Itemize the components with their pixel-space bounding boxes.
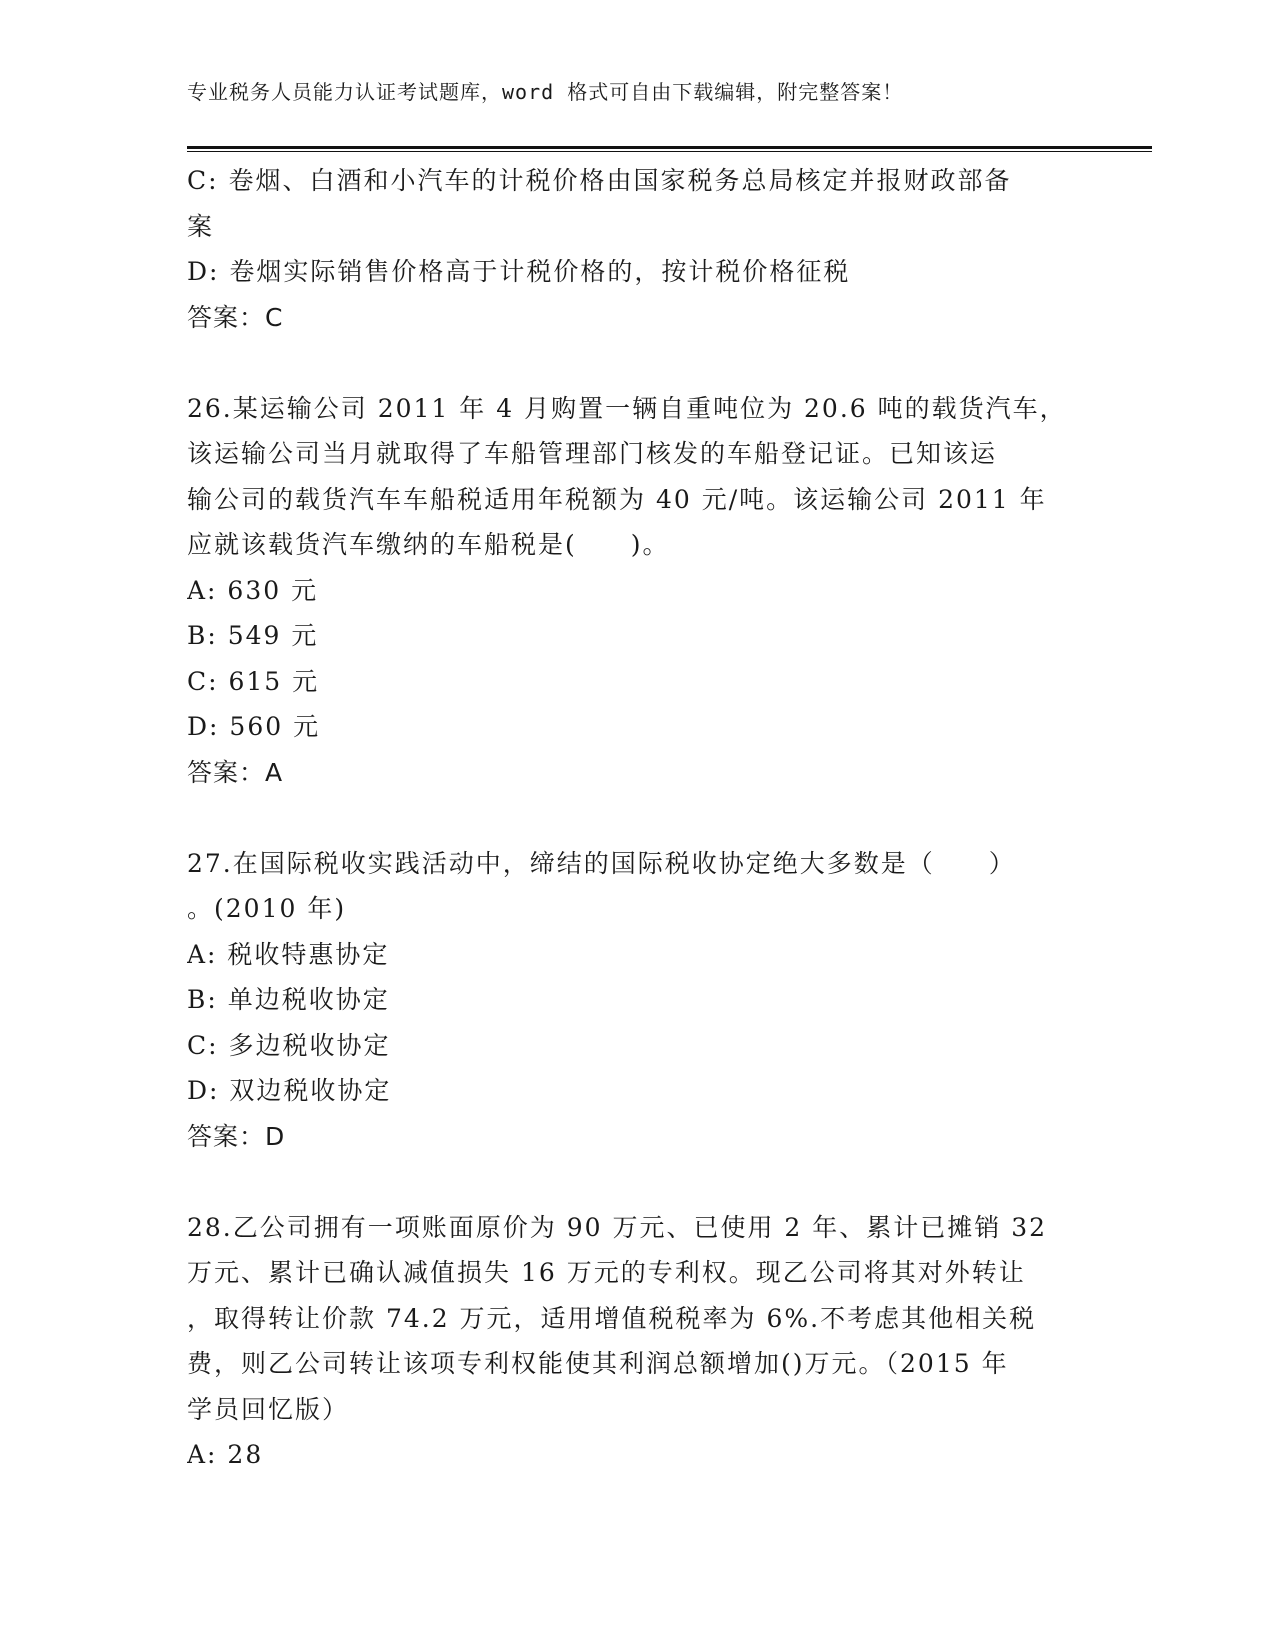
question-text: 该运输公司当月就取得了车船管理部门核发的车船登记证。已知该运	[187, 439, 998, 468]
question-text: 27.在国际税收实践活动中，缔结的国际税收协定绝大多数是（ ）	[187, 848, 1016, 878]
question-text: ，取得转让价款 74.2 万元，适用增值税税率为 6%.不考虑其他相关税	[187, 1303, 1037, 1333]
question-text: 输公司的载货汽车车船税适用年税额为 40 元/吨。该运输公司 2011 年	[187, 484, 1047, 514]
header-rule-thick	[187, 146, 1152, 149]
option-d: D: 双边税收协定	[187, 1076, 392, 1105]
question-28	[187, 1205, 1077, 1478]
option-d: D: 卷烟实际销售价格高于计税价格的，按计税价格征税	[187, 257, 851, 286]
question-26	[187, 386, 1077, 796]
question-text: 学员回忆版）	[187, 1394, 350, 1424]
question-text: 费，则乙公司转让该项专利权能使其利润总额增加()万元。（2015 年	[187, 1349, 1009, 1378]
answer: 答案：C	[187, 302, 284, 332]
header-rule-thin	[187, 151, 1152, 152]
option-c: C: 615 元	[187, 666, 320, 696]
question-text: 。(2010 年)	[187, 894, 347, 923]
option-c: C: 多边税收协定	[187, 1030, 391, 1060]
page-header: 专业税务人员能力认证考试题库，word 格式可自由下载编辑，附完整答案！	[187, 80, 904, 104]
option-d: D: 560 元	[187, 712, 321, 741]
question-text: 万元、累计已确认减值损失 16 万元的专利权。现乙公司将其对外转让	[187, 1258, 1026, 1287]
option-c: C: 卷烟、白酒和小汽车的计税价格由国家税务总局核定并报财政部备	[187, 166, 1012, 195]
option-b: B: 549 元	[187, 621, 319, 650]
question-25-tail	[187, 158, 1077, 340]
option-a: A: 税收特惠协定	[187, 939, 390, 969]
option-b: B: 单边税收协定	[187, 985, 390, 1014]
question-text: 应就该载货汽车缴纳的车船税是( )。	[187, 530, 670, 559]
spacer	[187, 1159, 1077, 1205]
option-a: A: 28	[187, 1440, 264, 1469]
document-body	[187, 158, 1077, 1478]
question-27	[187, 841, 1077, 1160]
option-a: A: 630 元	[187, 575, 319, 605]
spacer	[187, 340, 1077, 386]
question-text: 26.某运输公司 2011 年 4 月购置一辆自重吨位为 20.6 吨的载货汽车，	[187, 393, 1067, 423]
option-c-wrap: 案	[187, 211, 215, 241]
spacer	[187, 795, 1077, 841]
question-text: 28.乙公司拥有一项账面原价为 90 万元、已使用 2 年、累计已摊销 32	[187, 1212, 1048, 1242]
answer: 答案：D	[187, 1121, 286, 1151]
answer: 答案：A	[187, 757, 284, 787]
